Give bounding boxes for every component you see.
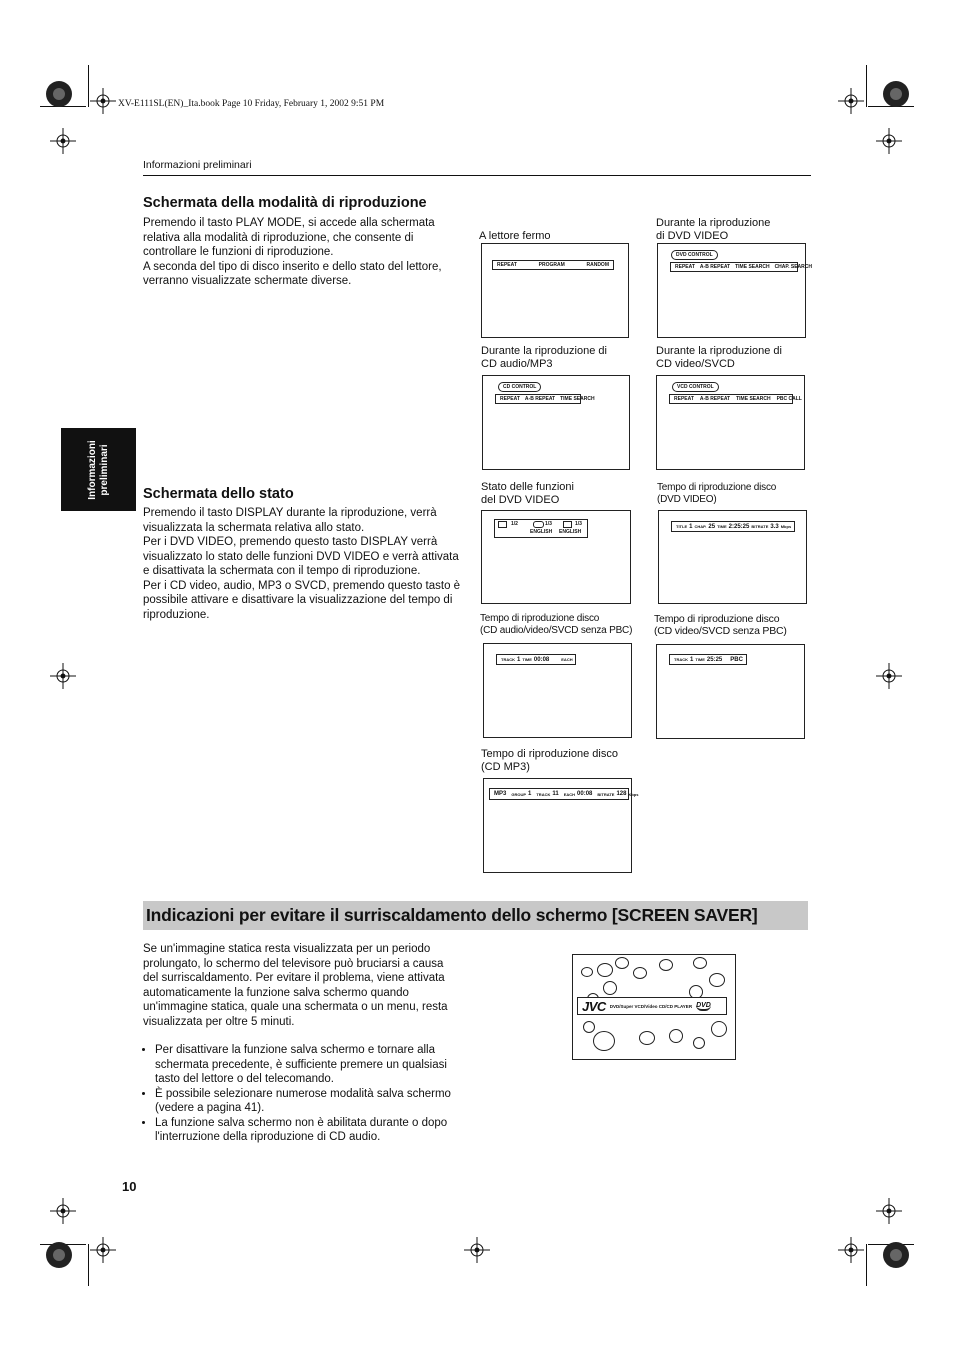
caption-stopped: A lettore fermo bbox=[479, 230, 551, 242]
screen-vcd-play bbox=[656, 375, 805, 470]
title-value: 1 bbox=[689, 523, 693, 530]
track-label: TRACK bbox=[674, 657, 688, 662]
bubble bbox=[615, 957, 629, 969]
menu-item: TIME SEARCH bbox=[735, 264, 770, 270]
caption-dvd-status: Stato delle funzioni del DVD VIDEO bbox=[481, 481, 574, 506]
screen-vcd-time bbox=[656, 644, 805, 739]
paragraph: Premendo il tasto PLAY MODE, si accede alla schermata relativa alla modalità di riproduzione, che consente di controllare le funzioni di riproduzione. bbox=[143, 217, 435, 258]
jvc-logo: JVC bbox=[582, 998, 606, 1014]
menu-item: REPEAT bbox=[497, 262, 517, 268]
bubble bbox=[693, 957, 707, 969]
caption-vcd-time: Tempo di riproduzione disco (CD video/SVCD senza PBC) bbox=[654, 613, 787, 637]
track-label: TRACK bbox=[536, 791, 551, 797]
screen-cd-play bbox=[482, 375, 630, 470]
section-body-status bbox=[143, 506, 461, 622]
registration-mark-bottom-left bbox=[44, 1240, 74, 1270]
section-body-play-mode bbox=[143, 216, 461, 289]
menu-item: A-B REPEAT bbox=[699, 264, 731, 270]
bubble bbox=[709, 973, 725, 987]
menu-item: PROGRAM bbox=[538, 262, 565, 268]
jvc-banner bbox=[577, 997, 727, 1015]
paragraph: Per i DVD VIDEO, premendo questo tasto DISPLAY verrà visualizzato lo stato delle funzioni DVD VIDEO e verrà attivata e disattivata la schermata con il tempo di riproduzione. bbox=[143, 536, 459, 577]
play-mode-bar bbox=[670, 262, 812, 272]
screen-mp3-time bbox=[483, 778, 639, 873]
crosshair-icon bbox=[838, 88, 864, 114]
paragraph: Per i CD video, audio, MP3 o SVCD, premendo questo tasto è possibile attivare e disattivare la visualizzazione del tempo di riproduzione. bbox=[143, 579, 461, 621]
group-value: 1 bbox=[528, 791, 532, 797]
menu-item: CHAP. SEARCH bbox=[774, 264, 812, 270]
caption-cd-play: Durante la riproduzione di CD audio/MP3 bbox=[481, 345, 607, 370]
track-value: 1 bbox=[690, 656, 694, 663]
side-tab-label: Informazioni preliminari bbox=[86, 439, 110, 500]
time-mode: EACH bbox=[561, 657, 573, 662]
screen-stopped bbox=[481, 243, 629, 338]
screen-dvd-play bbox=[657, 243, 812, 338]
crosshair-icon bbox=[50, 1198, 76, 1224]
screen-saver-illustration bbox=[572, 954, 736, 1060]
product-line: DVD/Super VCD/Video CD/CD PLAYER bbox=[609, 1003, 693, 1009]
registration-mark-top-left bbox=[44, 79, 74, 109]
crosshair-icon bbox=[838, 1237, 864, 1263]
play-mode-bar bbox=[495, 394, 595, 404]
audio-icon bbox=[533, 521, 544, 528]
section-body-screen-saver bbox=[143, 942, 461, 1145]
play-mode-bar bbox=[669, 394, 802, 404]
registration-mark-bottom-right bbox=[881, 1240, 911, 1270]
crosshair-icon bbox=[50, 128, 76, 154]
menu-item: REPEAT bbox=[675, 264, 695, 270]
menu-item: A-B REPEAT bbox=[699, 396, 731, 402]
pbc-mode: PBC bbox=[730, 656, 743, 663]
paragraph: Premendo il tasto DISPLAY durante la riproduzione, verrà visualizzata la schermata relativa allo stato. bbox=[143, 507, 437, 534]
paragraph: A seconda del tipo di disco inserito e dello stato del lettore, verranno visualizzate schermate diverse. bbox=[143, 260, 442, 287]
bubble bbox=[593, 1031, 615, 1051]
track-value: 11 bbox=[552, 791, 559, 797]
menu-item: PBC CALL bbox=[776, 396, 802, 402]
time-value: 00:08 bbox=[577, 791, 593, 797]
list-item: • È possibile selezionare numerose modalità salva schermo (vedere a pagina 41). bbox=[155, 1087, 461, 1116]
audio-value: 1/3 bbox=[545, 521, 552, 527]
menu-item: A-B REPEAT bbox=[524, 396, 556, 402]
crosshair-icon bbox=[50, 663, 76, 689]
crosshair-icon bbox=[876, 1198, 902, 1224]
subtitle-language: ENGLISH bbox=[530, 529, 553, 535]
menu-item: REPEAT bbox=[674, 396, 694, 402]
subtitle-value: 1/2 bbox=[511, 521, 518, 527]
list-item: • La funzione salva schermo non è abilitata durante o dopo l'interruzione della riproduzione di CD audio. bbox=[155, 1116, 461, 1145]
crosshair-icon bbox=[90, 1237, 116, 1263]
spacer bbox=[143, 1029, 461, 1043]
caption-mp3-time: Tempo di riproduzione disco (CD MP3) bbox=[481, 748, 618, 773]
control-title: CD CONTROL bbox=[498, 382, 541, 392]
dvd-logo-icon: DVD bbox=[696, 1001, 711, 1009]
bitrate-label: BITRATE bbox=[597, 791, 615, 797]
time-bar bbox=[489, 788, 639, 800]
bullet-list bbox=[143, 1043, 461, 1145]
crosshair-icon bbox=[876, 128, 902, 154]
time-bar bbox=[671, 521, 795, 532]
bitrate-value: 3.3 bbox=[770, 523, 779, 530]
track-label: TRACK bbox=[501, 657, 515, 662]
caption-dvd-play: Durante la riproduzione di DVD VIDEO bbox=[656, 217, 771, 242]
status-bar bbox=[494, 519, 588, 538]
side-tab bbox=[61, 428, 136, 511]
bitrate-unit: Kbps bbox=[628, 791, 639, 797]
caption-cd-time: Tempo di riproduzione disco (CD audio/video/SVCD senza PBC) bbox=[480, 613, 633, 636]
group-label: GROUP bbox=[511, 791, 527, 797]
title-label: TITLE bbox=[676, 524, 688, 529]
time-label: TIME bbox=[717, 524, 727, 529]
menu-item: REPEAT bbox=[500, 396, 520, 402]
chapter-value: 25 bbox=[708, 523, 716, 530]
bitrate-label: BITRATE bbox=[751, 524, 769, 529]
screen-cd-time bbox=[483, 643, 632, 738]
time-bar bbox=[496, 654, 576, 665]
crosshair-icon bbox=[464, 1237, 490, 1263]
screen-dvd-status bbox=[481, 510, 631, 604]
crosshair-icon bbox=[876, 663, 902, 689]
header-rule bbox=[143, 175, 811, 176]
bubble bbox=[659, 959, 673, 971]
registration-mark-top-right bbox=[881, 79, 911, 109]
bubble bbox=[583, 1021, 595, 1033]
page-number: 10 bbox=[122, 1179, 137, 1194]
bubble bbox=[669, 1029, 683, 1043]
section-title-status: Schermata dello stato bbox=[143, 486, 294, 502]
control-title: VCD CONTROL bbox=[672, 382, 719, 392]
caption-dvd-time: Tempo di riproduzione disco (DVD VIDEO) bbox=[657, 482, 777, 505]
each-label: EACH bbox=[563, 791, 576, 797]
chapter-label: CHAP. bbox=[694, 524, 707, 529]
mp3-label: MP3 bbox=[494, 791, 507, 797]
menu-item: RANDOM bbox=[586, 262, 609, 268]
time-bar bbox=[669, 654, 747, 665]
list-item: • Per disattivare la funzione salva schermo e tornare alla schermata precedente, è sufficiente premere un qualsiasi tasto del lettore o del telecomando. bbox=[155, 1043, 461, 1087]
control-title: DVD CONTROL bbox=[671, 250, 718, 260]
bubble bbox=[581, 967, 593, 977]
bitrate-unit: Mbps bbox=[780, 524, 792, 529]
bubble bbox=[711, 1021, 727, 1037]
bubble bbox=[597, 963, 613, 977]
bubble bbox=[603, 981, 617, 995]
time-label: TIME bbox=[695, 657, 705, 662]
menu-item: TIME SEARCH bbox=[560, 396, 595, 402]
time-label: TIME bbox=[522, 657, 532, 662]
audio-language: ENGLISH bbox=[559, 529, 582, 535]
menu-item: TIME SEARCH bbox=[736, 396, 771, 402]
track-value: 1 bbox=[517, 656, 521, 663]
paragraph: Se un'immagine statica resta visualizzata per un periodo prolungato, lo schermo del televisore può bruciarsi a causa del surriscaldamento. Per evitare il problema, viene attivata automaticamente la funzione salva schermo quando un'immagine statica, quale una schermata o un menu, resta visualizzata per oltre 5 minuti. bbox=[143, 943, 448, 1028]
screen-dvd-time bbox=[658, 510, 807, 604]
play-mode-bar bbox=[492, 260, 614, 270]
bubble bbox=[693, 1037, 705, 1049]
bubble bbox=[639, 1031, 655, 1045]
section-banner: Indicazioni per evitare il surriscaldamento dello schermo [SCREEN SAVER] bbox=[143, 901, 808, 930]
time-value: 2:25:25 bbox=[728, 523, 750, 530]
angle-icon bbox=[563, 521, 572, 528]
time-value: 25:25 bbox=[706, 656, 723, 663]
section-title-play-mode: Schermata della modalità di riproduzione bbox=[143, 195, 427, 211]
time-value: 00:08 bbox=[533, 656, 550, 663]
bubble bbox=[633, 967, 647, 979]
caption-vcd-play: Durante la riproduzione di CD video/SVCD bbox=[656, 345, 782, 370]
running-header: Informazioni preliminari bbox=[143, 159, 252, 171]
bitrate-value: 128 bbox=[616, 791, 627, 797]
angle-value: 1/3 bbox=[575, 521, 582, 527]
crosshair-icon bbox=[90, 88, 116, 114]
file-info-line: XV-E111SL(EN)_Ita.book Page 10 Friday, February 1, 2002 9:51 PM bbox=[118, 99, 385, 109]
subtitle-icon bbox=[498, 521, 507, 528]
